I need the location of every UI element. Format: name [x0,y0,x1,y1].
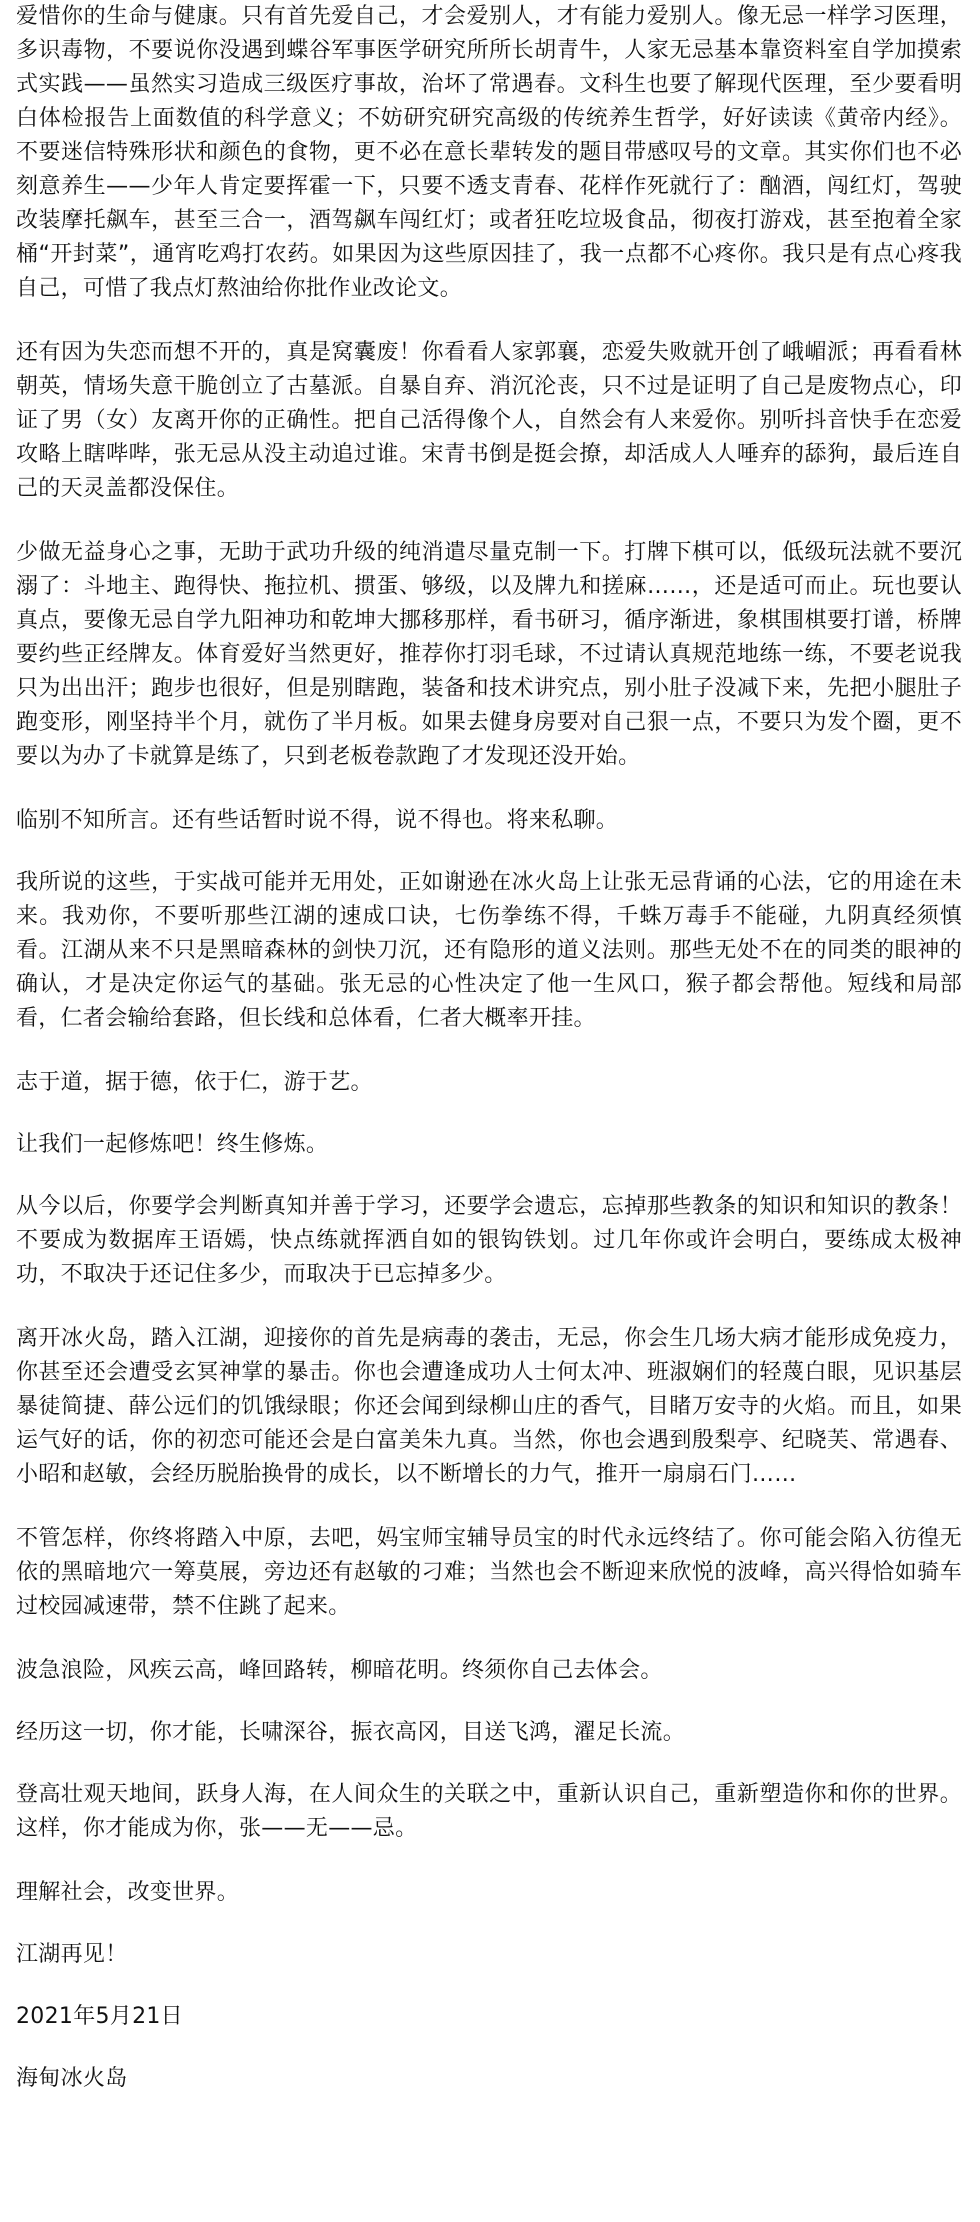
paragraph-goodbye: 江湖再见！ [16,1942,128,1967]
paragraph-leave-island: 离开冰火岛，踏入江湖，迎接你的首先是病毒的袭击，无忌，你会生几场大病才能形成免疫力，你甚至还会遭受玄冥神掌的暴击。你也会遭逢成功人士何太冲、班淑娴们的轻蔑白眼，见识基层暴徒简捷、薛公远们的饥饿绿眼；你还会闻到绿柳山庄的香气，目睹万安寺的火焰。而且，如果运气好的话，你的初恋可能还会是白富美朱九真。当然，你也会遇到殷梨亭、纪晓芙、常遇春、小昭和赵敏，会经历脱胎换骨的成长，以不断增长的力气，推开一扇扇石门…… [16,1326,962,1487]
paragraph-health: 爱惜你的生命与健康。只有首先爱自己，才会爱别人，才有能力爱别人。像无忌一样学习医理，多识毒物，不要说你没遇到蝶谷军事医学研究所所长胡青牛，人家无忌基本靠资料室自学加摸索式实践——虽然实习造成三级医疗事故，治坏了常遇春。文科生也要了解现代医理，至少要看明白体检报告上面数值的科学意义；不妨研究研究高级的传统养生哲学，好好读读《黄帝内经》。不要迷信特殊形状和颜色的食物，更不必在意长辈转发的题目带感叹号的文章。其实你们也不必刻意养生——少年人肯定要挥霍一下，只要不透支青春、花样作死就行了：酗酒，闯红灯，驾驶改装摩托飙车，甚至三合一，酒驾飙车闯红灯；或者狂吃垃圾食品，彻夜打游戏，甚至抱着全家桶“开封菜”，通宵吃鸡打农药。如果因为这些原因挂了，我一点都不心疼你。我只是有点心疼我自己，可惜了我点灯熬油给你批作业改论文。 [16,4,962,301]
paragraph-experience: 经历这一切，你才能，长啸深谷，振衣高冈，目送飞鸿，濯足长流。 [16,1720,686,1745]
paragraph-become-yourself: 登高壮观天地间，跃身人海，在人间众生的关联之中，重新认识自己，重新塑造你和你的世界。这样，你才能成为你，张——无——忌。 [16,1782,962,1841]
paragraph-change-world: 理解社会，改变世界。 [16,1880,240,1905]
paragraph-dao-quote: 志于道，据于德，依于仁，游于艺。 [16,1070,373,1095]
paragraph-heartbreak: 还有因为失恋而想不开的，真是窝囊废！你看看人家郭襄，恋爱失败就开创了峨嵋派；再看看林朝英，情场失意干脆创立了古墓派。自暴自弃、消沉沦丧，只不过是证明了自己是废物点心，印证了男（女）友离开你的正确性。把自己活得像个人，自然会有人来爱你。别听抖音快手在恋爱攻略上瞎哔哔，张无忌从没主动追过谁。宋青书倒是挺会撩，却活成人人唾弃的舔狗，最后连自己的天灵盖都没保住。 [16,340,962,501]
letter-date: 2021年5月21日 [16,2004,183,2029]
paragraph-farewell-words: 临别不知所言。还有些话暂时说不得，说不得也。将来私聊。 [16,808,619,833]
paragraph-cultivate: 让我们一起修炼吧！终生修炼。 [16,1132,329,1157]
paragraph-learn-forget: 从今以后，你要学会判断真知并善于学习，还要学会遗忘，忘掉那些教条的知识和知识的教条！不要成为数据库王语嫣，快点练就挥洒自如的银钩铁划。过几年你或许会明白，要练成太极神功，不取决于还记住多少，而取决于已忘掉多少。 [16,1194,962,1287]
paragraph-central-plains: 不管怎样，你终将踏入中原，去吧，妈宝师宝辅导员宝的时代永远终结了。你可能会陷入彷徨无依的黑暗地穴一筹莫展，旁边还有赵敏的刁难；当然也会不断迎来欣悦的波峰，高兴得恰如骑车过校园减速带，禁不住跳了起来。 [16,1526,962,1619]
paragraph-hobbies: 少做无益身心之事，无助于武功升级的纯消遣尽量克制一下。打牌下棋可以，低级玩法就不要沉溺了：斗地主、跑得快、拖拉机、掼蛋、够级，以及牌九和搓麻……，还是适可而止。玩也要认真点，要像无忌自学九阳神功和乾坤大挪移那样，看书研习，循序渐进，象棋围棋要打谱，桥牌要约些正经牌友。体育爱好当然更好，推荐你打羽毛球，不过请认真规范地练一练，不要老说我只为出出汗；跑步也很好，但是别瞎跑，装备和技术讲究点，别小肚子没减下来，先把小腿肚子跑变形，刚坚持半个月，就伤了半月板。如果去健身房要对自己狠一点，不要只为发个圈，更不要以为办了卡就算是练了，只到老板卷款跑了才发现还没开始。 [16,540,962,769]
paragraph-waves: 波急浪险，风疾云高，峰回路转，柳暗花明。终须你自己去体会。 [16,1658,663,1683]
paragraph-mental-method: 我所说的这些，于实战可能并无用处，正如谢逊在冰火岛上让张无忌背诵的心法，它的用途在未来。我劝你，不要听那些江湖的速成口诀，七伤拳练不得，千蛛万毒手不能碰，九阴真经须慎看。江湖从来不只是黑暗森林的剑快刀沉，还有隐形的道义法则。那些无处不在的同类的眼神的确认，才是决定你运气的基础。张无忌的心性决定了他一生风口，猴子都会帮他。短线和局部看，仁者会输给套路，但长线和总体看，仁者大概率开挂。 [16,870,962,1031]
letter-signature-place: 海甸冰火岛 [16,2066,128,2091]
